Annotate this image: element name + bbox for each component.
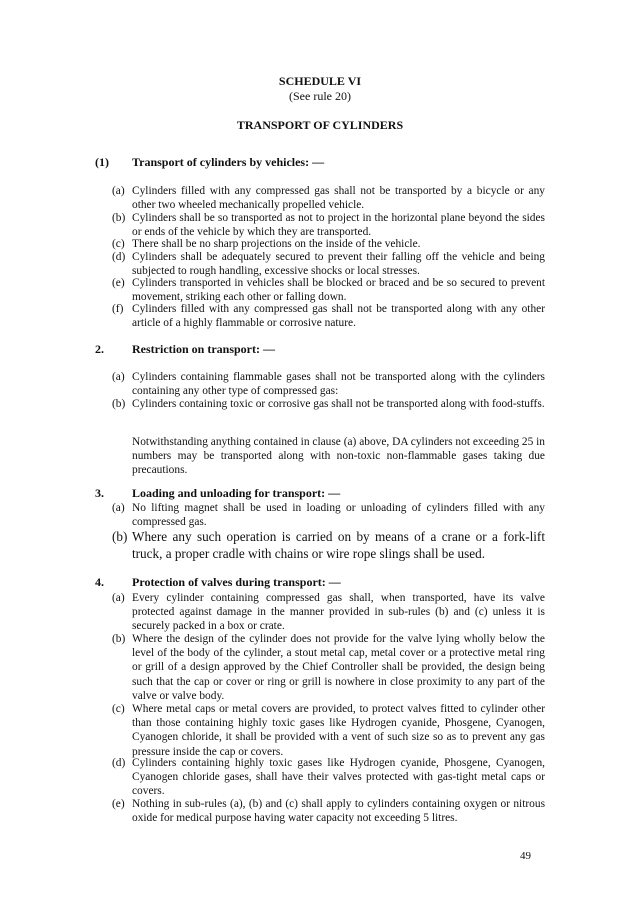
list-item: [112, 184, 545, 212]
item-label: (c): [112, 238, 125, 250]
rule-reference: (See rule 20): [289, 89, 351, 103]
item-text: Where metal caps or metal covers are provided, to protect valves fitted to cylinder other than those containing highly toxic gases like Hydrogen cyanide, Phosgene, Cyanogen, Cyanogen chloride, it shall be provided with a vent of such size so as to prevent any gas pressure inside the cap or covers.: [132, 703, 545, 758]
section-number: 4.: [95, 575, 104, 589]
section-number: (1): [95, 155, 109, 169]
section-title: Restriction on transport: —: [132, 342, 275, 356]
list-item: [112, 528, 545, 562]
item-text: Cylinders containing highly toxic gases like Hydrogen cyanide, Phosgene, Cyanogen, Cyanogen chloride gases, shall have their valves protected with gas-tight metal caps or covers.: [132, 757, 545, 798]
list-item: [112, 501, 545, 529]
section-heading: [95, 342, 275, 357]
section-heading: [95, 155, 324, 170]
item-text: Nothing in sub-rules (a), (b) and (c) shall apply to cylinders containing oxygen or nitrous oxide for medical purpose having water capacity not exceeding 5 litres.: [132, 798, 545, 825]
item-text: No lifting magnet shall be used in loading or unloading of cylinders filled with any compressed gas.: [132, 502, 545, 529]
list-item: [112, 632, 545, 703]
page-number: 49: [520, 850, 531, 862]
document-title: TRANSPORT OF CYLINDERS: [236, 118, 404, 132]
item-label: (e): [112, 798, 125, 810]
section-heading: [95, 486, 340, 501]
item-text: Where the design of the cylinder does not provide for the valve lying wholly below the level of the body of the cylinder, a stout metal cap, metal cover or a protective metal ring or grill of a design approved by the Chief Controller shall be provided, the design being such that the cap or cover or ring or grill is nowhere in close proximity to any part of the valve or valve body.: [132, 633, 545, 702]
item-text: There shall be no sharp projections on the inside of the vehicle.: [132, 238, 421, 250]
section-number: 2.: [95, 342, 104, 356]
item-label: (b): [112, 212, 126, 224]
item-label: (a): [112, 371, 125, 383]
list-item: [112, 702, 545, 759]
list-item: [112, 397, 545, 411]
item-label: (a): [112, 502, 125, 514]
note-paragraph: Notwithstanding anything contained in clause (a) above, DA cylinders not exceeding 25 in numbers may be transported along with non-toxic non-flammable gases taking due precautions.: [132, 436, 545, 477]
item-text: Cylinders containing flammable gases shall not be transported along with the cylinders containing any other type of compressed gas:: [132, 371, 545, 398]
item-text: Cylinders shall be so transported as not to project in the horizontal plane beyond the sides or ends of the vehicle by which they are transported.: [132, 212, 545, 239]
section-title: Loading and unloading for transport: —: [132, 486, 341, 500]
item-label: (b): [112, 398, 126, 410]
item-text: Cylinders containing toxic or corrosive gas shall not be transported along with food-stuffs.: [132, 398, 545, 410]
item-label: (a): [112, 185, 125, 197]
item-text: Cylinders transported in vehicles shall be blocked or braced and be so secured to prevent movement, striking each other or falling down.: [132, 277, 545, 304]
list-item: [112, 797, 545, 825]
list-item: [112, 591, 545, 634]
item-label: (d): [112, 251, 126, 263]
item-text: Cylinders filled with any compressed gas shall not be transported along with any other article of a highly flammable or corrosive nature.: [132, 303, 545, 330]
item-text: Cylinders shall be adequately secured to prevent their falling off the vehicle and being subjected to rough handling, excessive shocks or local stresses.: [132, 251, 545, 278]
list-item: [112, 370, 545, 398]
schedule-title: SCHEDULE VI: [278, 74, 362, 88]
section-title: Transport of cylinders by vehicles: —: [132, 155, 325, 169]
item-label: (b): [112, 529, 128, 544]
list-item: [112, 276, 545, 304]
item-text: Where any such operation is carried on by means of a crane or a fork-lift truck, a proper cradle with chains or wire rope slings shall be used.: [132, 529, 545, 561]
item-label: (a): [112, 592, 125, 604]
item-label: (f): [112, 303, 124, 315]
section-heading: [95, 575, 341, 590]
item-text: Cylinders filled with any compressed gas shall not be transported by a bicycle or any other two wheeled mechanically propelled vehicle.: [132, 185, 545, 212]
item-text: Every cylinder containing compressed gas shall, when transported, have its valve protected against damage in the manner provided in sub-rules (b) and (c) unless it is securely packed in a box or crate.: [132, 592, 545, 633]
section-title: Protection of valves during transport: —: [132, 575, 341, 589]
list-item: [112, 756, 545, 799]
list-item: [112, 211, 545, 239]
list-item: [112, 250, 545, 278]
item-label: (d): [112, 757, 126, 769]
section-number: 3.: [95, 486, 104, 500]
item-label: (e): [112, 277, 125, 289]
item-label: (c): [112, 703, 125, 715]
list-item: [112, 302, 545, 330]
item-label: (b): [112, 633, 126, 645]
